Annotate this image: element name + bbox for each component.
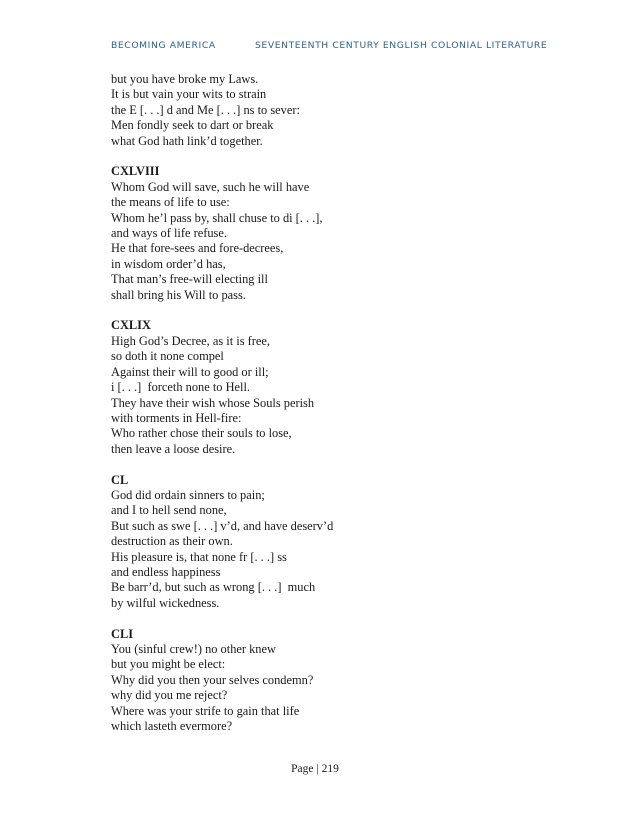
poem-body (111, 72, 531, 750)
poem-line: and endless happiness (111, 564, 221, 579)
poem-line: Whom he’l pass by, shall chuse to di [. . .], (111, 210, 323, 225)
poem-line: It is but vain your wits to strain (111, 87, 267, 102)
poem-line: shall bring his Will to pass. (111, 287, 246, 302)
header-section-title: SEVENTEENTH CENTURY ENGLISH COLONIAL LITERATURE (255, 40, 548, 51)
poem-line: with torments in Hell-fire: (111, 410, 242, 425)
poem-line: He that fore-sees and fore-decrees, (111, 241, 284, 256)
poem-line: That man’s free-will electing ill (111, 272, 268, 287)
poem-line: the E [. . .] d and Me [. . .] ns to sever: (111, 102, 300, 117)
poem-line: i [. . .] forceth none to Hell. (111, 380, 251, 395)
stanza (111, 627, 531, 735)
poem-line: by wilful wickedness. (111, 595, 220, 610)
poem-line: destruction as their own. (111, 534, 233, 549)
stanza-title: CXLVIII (111, 164, 160, 179)
stanza (111, 164, 531, 303)
poem-line: Why did you then your selves condemn? (111, 672, 314, 687)
poem-line: Men fondly seek to dart or break (111, 118, 274, 133)
page-number: Page | 219 (291, 763, 339, 775)
poem-line: Where was your strife to gain that life (111, 703, 300, 718)
poem-line: and I to hell send none, (111, 503, 227, 518)
poem-line: but you have broke my Laws. (111, 72, 259, 86)
stanza-title: CL (111, 472, 129, 487)
poem-line: God did ordain sinners to pain; (111, 487, 265, 502)
poem-line: High God’s Decree, as it is free, (111, 333, 270, 348)
poem-line: You (sinful crew!) no other knew (111, 641, 276, 656)
poem-line: They have their wish whose Souls perish (111, 395, 315, 410)
running-header (0, 40, 630, 54)
poem-line: Be barr’d, but such as wrong [. . .] much (111, 580, 316, 595)
poem-line: which lasteth evermore? (111, 719, 233, 733)
poem-line: Who rather chose their souls to lose, (111, 426, 292, 441)
poem-line: His pleasure is, that none fr [. . .] ss (111, 549, 287, 564)
stanza-title: CXLIX (111, 318, 151, 333)
poem-line: Against their will to good or ill; (111, 364, 269, 379)
stanza (111, 318, 531, 457)
poem-line: but you might be elect: (111, 657, 226, 672)
poem-line: But such as swe [. . .] v’d, and have deserv’d (111, 518, 334, 533)
poem-line: and ways of life refuse. (111, 226, 227, 241)
stanza (111, 473, 531, 612)
poem-line: why did you me reject? (111, 688, 228, 703)
stanza-title: CLI (111, 626, 134, 641)
poem-line: so doth it none compel (111, 349, 224, 364)
poem-line: the means of life to use: (111, 195, 230, 210)
poem-line: Whom God will save, such he will have (111, 179, 310, 194)
poem-line: then leave a loose desire. (111, 441, 236, 456)
poem-line: what God hath link’d together. (111, 133, 263, 148)
stanza (111, 72, 531, 149)
poem-line: in wisdom order’d has, (111, 256, 226, 271)
header-book-title: BECOMING AMERICA (111, 40, 216, 51)
